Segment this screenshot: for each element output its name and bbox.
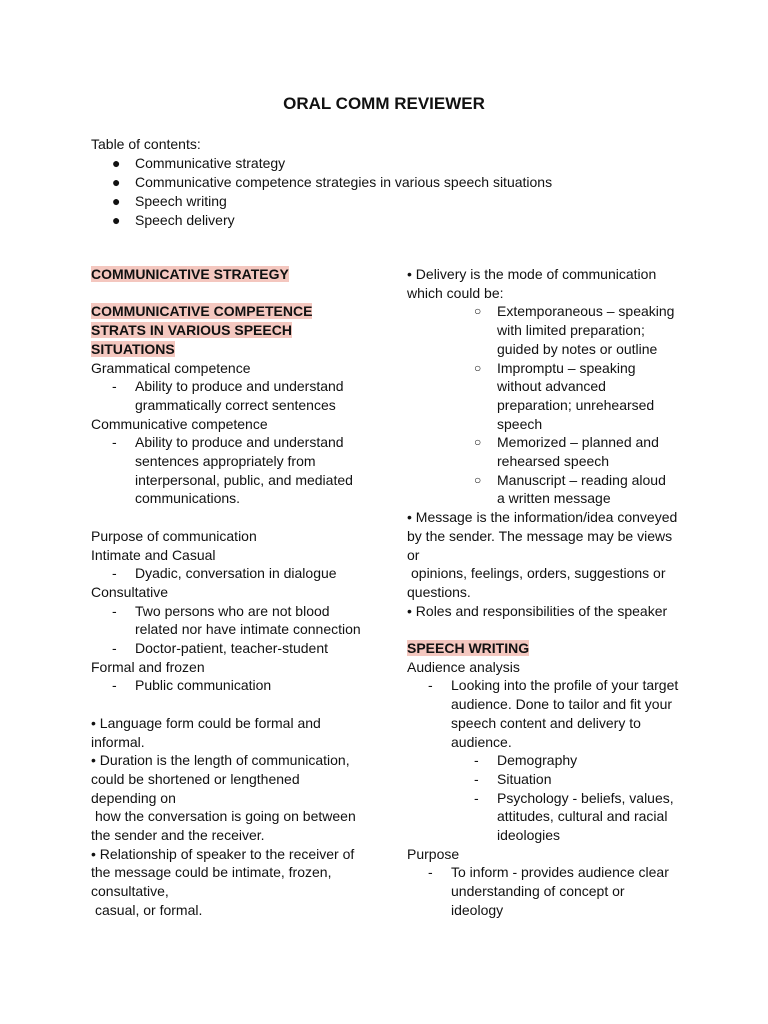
- list-item: ○ Impromptu – speaking without advanced preparation; unrehearsed speech: [474, 359, 655, 432]
- subheading: Intimate and Casual: [91, 546, 216, 563]
- heading-communicative-competence: COMMUNICATIVE COMPETENCE STRATS IN VARIOUS SPEECH SITUATIONS: [91, 303, 313, 357]
- toc-item: ● Speech delivery: [112, 212, 235, 228]
- subheading: Grammatical competence: [91, 359, 251, 376]
- list-item: - Ability to produce and understand sentences appropriately from interpersonal, public, and mediated communications.: [112, 434, 353, 507]
- right-column: [407, 265, 682, 920]
- bullet-icon: ●: [112, 174, 121, 190]
- subheading: Consultative: [91, 583, 169, 600]
- list-item: - Looking into the profile of your target audience. Done to tailor and fit your speech content and delivery to audience.: [428, 677, 679, 750]
- heading-speech-writing: SPEECH WRITING: [407, 640, 530, 657]
- list-item: - Ability to produce and understand grammatically correct sentences: [112, 378, 344, 413]
- heading-communicative-strategy: COMMUNICATIVE STRATEGY: [91, 266, 289, 282]
- list-item: - To inform - provides audience clear understanding of concept or ideology: [428, 864, 669, 918]
- bullet-icon: ●: [112, 193, 121, 209]
- list-item: - Situation: [474, 770, 552, 787]
- toc-label: Table of contents:: [91, 136, 201, 152]
- list-item: - Psychology - beliefs, values, attitudes, cultural and racial ideologies: [474, 789, 674, 844]
- list-item: - Demography: [474, 752, 578, 769]
- page-title: ORAL COMM REVIEWER: [283, 94, 485, 113]
- bullet-paragraph: • Language form could be formal and informal.: [91, 714, 321, 750]
- bullet-paragraph: • Message is the information/idea conveyed by the sender. The message may be views or opinions, feelings, orders, suggestions or questions.: [407, 509, 678, 600]
- list-item: - Two persons who are not blood related nor have intimate connection: [112, 602, 361, 638]
- bullet-paragraph: • Delivery is the mode of communication which could be:: [407, 266, 657, 301]
- circle-bullet-icon: ○: [474, 360, 482, 375]
- bullet-paragraph: • Relationship of speaker to the receiver of the message could be intimate, frozen, consultative, casual, or formal.: [91, 845, 355, 918]
- left-column: [91, 265, 366, 920]
- subheading: Audience analysis: [407, 658, 520, 675]
- list-item: ○ Memorized – planned and rehearsed speech: [474, 434, 659, 470]
- circle-bullet-icon: ○: [474, 435, 482, 450]
- subheading: Formal and frozen: [91, 658, 205, 675]
- circle-bullet-icon: ○: [474, 304, 482, 319]
- bullet-icon: ●: [112, 212, 121, 228]
- list-item: - Doctor-patient, teacher-student: [112, 640, 328, 657]
- list-item: - Dyadic, conversation in dialogue: [112, 565, 337, 582]
- circle-bullet-icon: ○: [474, 472, 482, 487]
- toc-list: [91, 154, 552, 230]
- subheading: Purpose of communication: [91, 527, 257, 544]
- subheading: Purpose: [407, 845, 460, 862]
- bullet-paragraph: • Roles and responsibilities of the speaker: [407, 602, 668, 619]
- subheading: Communicative competence: [91, 415, 268, 432]
- toc-item: ● Communicative strategy: [112, 155, 286, 171]
- bullet-icon: ●: [112, 155, 121, 171]
- list-item: ○ Extemporaneous – speaking with limited preparation; guided by notes or outline: [474, 303, 675, 357]
- list-item: ○ Manuscript – reading aloud a written message: [474, 471, 666, 507]
- toc-item: ● Speech writing: [112, 193, 227, 209]
- list-item: - Public communication: [112, 677, 272, 694]
- bullet-paragraph: • Duration is the length of communication, could be shortened or lengthened depending on how the conversation is going on between the sender and the receiver.: [91, 752, 356, 844]
- toc-item: ● Communicative competence strategies in various speech situations: [112, 174, 553, 190]
- table-of-contents: [91, 135, 552, 230]
